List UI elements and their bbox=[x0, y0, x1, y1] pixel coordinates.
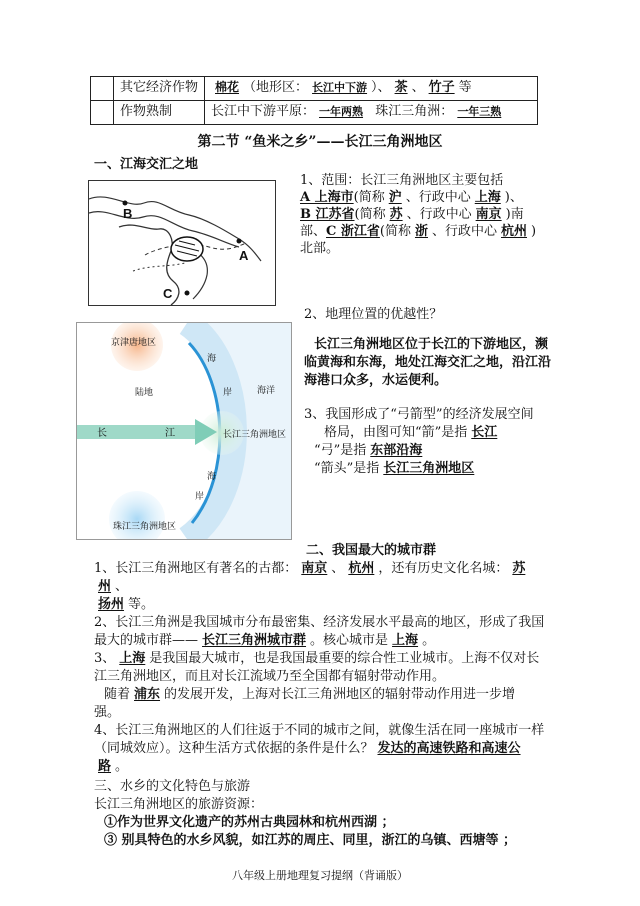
table-row bbox=[91, 101, 538, 125]
text-plain: 长江中下游平原： bbox=[211, 104, 316, 120]
label-hai2: 海 bbox=[207, 472, 217, 482]
text: 等。 bbox=[128, 597, 155, 612]
text: 、行政中心 bbox=[431, 224, 497, 239]
q2-answer-line3: 海港口众多，水运便利。 bbox=[304, 373, 448, 388]
answer-tea: 茶 bbox=[394, 80, 408, 96]
text-etc: 等 bbox=[458, 80, 472, 96]
s2-p3-line1 bbox=[94, 650, 539, 669]
text: 、行政中心 bbox=[406, 207, 472, 222]
label-an2: 岸 bbox=[195, 492, 205, 502]
text: 。核心城市是 bbox=[310, 633, 389, 648]
table-cell-empty bbox=[91, 77, 114, 101]
map-label-a: A bbox=[239, 248, 249, 263]
s2-p1-line1 bbox=[94, 560, 529, 579]
text: 格局，由图可知“箭”是指 bbox=[324, 425, 468, 440]
q3-line1: 3、我国形成了“弓箭型”的经济发展空间 bbox=[304, 407, 534, 422]
label-chang: 长 bbox=[97, 428, 107, 439]
answer-railway: 发达的高速铁路和高速公 bbox=[377, 741, 521, 756]
answer-hangzhou: 杭州 bbox=[348, 561, 375, 576]
heading-1: 一、江海交汇之地 bbox=[94, 157, 199, 172]
text: 部、 bbox=[300, 224, 327, 239]
text: 3、 bbox=[94, 651, 116, 666]
text: （同城效应）。这种生活方式依据的条件是什么？ bbox=[94, 741, 374, 756]
text: ) bbox=[531, 224, 537, 239]
answer-su: 苏 bbox=[512, 561, 526, 576]
text-terrain: （地形区： bbox=[243, 80, 309, 96]
q1-line1: 1、范围：长江三角洲地区主要包括 bbox=[300, 173, 504, 188]
text: (简称 bbox=[354, 207, 386, 222]
answer-city-cluster: 长江三角洲城市群 bbox=[202, 633, 307, 648]
answer-hangzhou: 杭州 bbox=[501, 224, 528, 239]
text-sep: 、 bbox=[411, 80, 425, 96]
answer-arrow: 长江 bbox=[471, 425, 498, 440]
text: 。 bbox=[115, 759, 129, 774]
q2-answer-line2: 临黄海和东海，地处江海交汇之地，沿江沿 bbox=[304, 355, 552, 370]
table-cell-content bbox=[205, 101, 538, 125]
text: )、 bbox=[504, 190, 523, 205]
text: (简称 bbox=[353, 190, 385, 205]
text-sep: ）、 bbox=[371, 80, 391, 96]
text: 随着 bbox=[104, 687, 131, 702]
s2-p3-line4: 强。 bbox=[94, 705, 121, 720]
answer-two-crops: 一年两熟 bbox=[319, 105, 364, 119]
bow-arrow-diagram bbox=[76, 322, 292, 540]
map-label-c: C bbox=[163, 286, 173, 301]
s2-p4-line2 bbox=[94, 740, 525, 759]
answer-jiangsu: B 江苏省 bbox=[300, 207, 355, 222]
q3-line2 bbox=[324, 424, 501, 443]
answer-su: 苏 bbox=[389, 207, 403, 222]
text: 1、长江三角洲地区有著名的古都： bbox=[94, 561, 298, 576]
table-cell-label: 其它经济作物 bbox=[114, 77, 205, 101]
page-footer: 八年级上册地理复习提纲（背诵版） bbox=[232, 869, 408, 882]
map-label-b: B bbox=[123, 206, 133, 221]
answer-three-crops: 一年三熟 bbox=[457, 105, 502, 119]
answer-sh-capital: 上海 bbox=[474, 190, 501, 205]
answer-road: 路 bbox=[98, 759, 112, 774]
label-jiang: 江 bbox=[165, 428, 175, 439]
answer-core-city: 上海 bbox=[392, 633, 419, 648]
table-cell-empty bbox=[91, 101, 114, 125]
answer-shanghai: A 上海市 bbox=[300, 190, 354, 205]
answer-zhejiang: C 浙江省 bbox=[326, 224, 380, 239]
s2-p1-line3 bbox=[94, 596, 154, 615]
answer-shanghai: 上海 bbox=[119, 651, 146, 666]
text: 最大的城市群—— bbox=[94, 633, 199, 648]
s3-item2: ③ 别具特色的水乡风貌，如江苏的周庄、同里，浙江的乌镇、西塘等 ； bbox=[104, 833, 517, 848]
region-map bbox=[88, 180, 276, 306]
text: “箭头”是指 bbox=[314, 461, 380, 476]
answer-zhou: 州 bbox=[98, 579, 112, 594]
label-yangtze-delta: 长江三角洲地区 bbox=[223, 430, 287, 440]
s2-p3-line2: 江三角洲地区，而且对长江流域乃至全国都有辐射带动作用。 bbox=[94, 669, 446, 684]
text: 、 bbox=[115, 579, 129, 594]
label-jingjintang: 京津唐地区 bbox=[111, 338, 157, 348]
text: 、 bbox=[331, 561, 345, 576]
text: ，还有历史文化名城： bbox=[378, 561, 509, 576]
table-row bbox=[91, 77, 538, 101]
s2-p2-line1: 2、长江三角洲是我国城市分布最密集、经济发展水平最高的地区，形成了我国 bbox=[94, 615, 545, 630]
answer-bow: 东部沿海 bbox=[370, 443, 423, 458]
crop-table bbox=[90, 76, 538, 125]
s3-intro: 长江三角洲地区的旅游资源： bbox=[94, 797, 264, 812]
answer-bamboo: 竹子 bbox=[428, 80, 455, 96]
s2-p1-line2 bbox=[94, 578, 128, 597]
label-an: 岸 bbox=[223, 388, 233, 398]
heading-2: 二、我国最大的城市群 bbox=[306, 543, 437, 558]
label-ludi: 陆地 bbox=[135, 388, 154, 398]
s3-item1: ①作为世界文化遗产的苏州古典园林和杭州西湖 ； bbox=[104, 815, 395, 830]
s2-p2-line2 bbox=[94, 632, 435, 651]
q3-line3 bbox=[314, 442, 426, 461]
section-title: 第二节 “鱼米之乡”——长江三角洲地区 bbox=[197, 134, 443, 150]
q3-line4 bbox=[314, 460, 478, 479]
label-hai: 海 bbox=[207, 354, 217, 364]
text: 的发展开发，上海对长江三角洲地区的辐射带动作用进一步增 bbox=[164, 687, 516, 702]
q1-line5: 北部。 bbox=[300, 241, 340, 256]
q2-answer-line1: 长江三角洲地区位于长江的下游地区，濒 bbox=[314, 337, 549, 352]
answer-zhe: 浙 bbox=[414, 224, 428, 239]
answer-arrowhead: 长江三角洲地区 bbox=[383, 461, 475, 476]
answer-nanjing: 南京 bbox=[301, 561, 328, 576]
answer-cotton: 棉花 bbox=[215, 80, 240, 95]
text: 是我国最大城市，也是我国最重要的综合性工业城市。上海不仅对长 bbox=[149, 651, 540, 666]
answer-pudong: 浦东 bbox=[134, 687, 161, 702]
text: “弓”是指 bbox=[314, 443, 367, 458]
table-cell-label: 作物熟制 bbox=[114, 101, 205, 125]
heading-3: 三、水乡的文化特色与旅游 bbox=[94, 779, 251, 794]
text: 。 bbox=[422, 633, 436, 648]
table-cell-content bbox=[205, 77, 538, 101]
s2-p3-line3 bbox=[104, 686, 515, 705]
text: 、行政中心 bbox=[405, 190, 471, 205]
answer-yangzhou: 扬州 bbox=[98, 597, 125, 612]
text: (简称 bbox=[379, 224, 411, 239]
s2-p4-line1: 4、长江三角洲地区的人们往返于不同的城市之间，就像生活在同一座城市一样 bbox=[94, 723, 545, 738]
q2-question: 2、地理位置的优越性？ bbox=[304, 307, 443, 322]
label-haiyang: 海洋 bbox=[257, 386, 276, 396]
s2-p4-line3 bbox=[94, 758, 128, 777]
answer-terrain: 长江中下游 bbox=[312, 81, 368, 95]
text: )南 bbox=[505, 207, 524, 222]
answer-nanjing: 南京 bbox=[475, 207, 502, 222]
region-map-svg bbox=[89, 181, 275, 305]
answer-hu: 沪 bbox=[388, 190, 402, 205]
label-pearl-delta: 珠江三角洲地区 bbox=[113, 522, 177, 532]
text-pearl: 珠江三角洲： bbox=[375, 104, 454, 120]
